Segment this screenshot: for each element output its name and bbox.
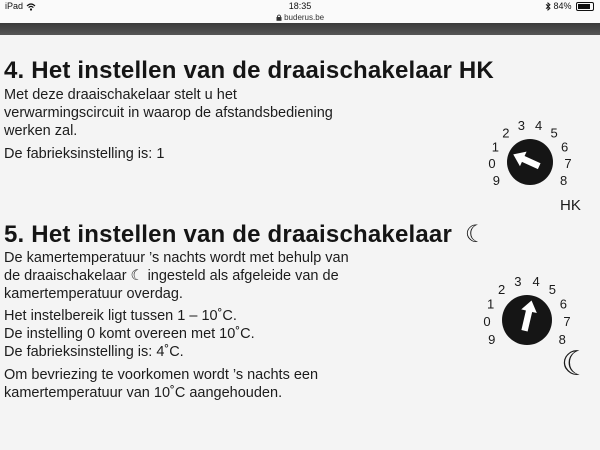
dial-digit: 2 [502,125,510,141]
dial-digit: 0 [483,314,491,330]
dial-digit: 3 [514,274,522,289]
section-5-line: Het instelbereik ligt tussen 1 – 10˚C. [4,308,237,324]
hk-rotary-switch-diagram [475,77,600,222]
manual-page [0,35,600,450]
section-5-line: de draaischakelaar ☾ ingesteld als afgeleide van de [4,268,339,284]
bluetooth-icon [545,2,551,11]
lock-icon [276,14,282,21]
dial-digit: 0 [488,156,496,172]
section-4-line: werken zal. [4,123,78,139]
status-bar [0,0,600,12]
dial-digit: 1 [491,139,500,155]
clock: 18:35 [288,1,312,11]
section-5-line: De fabrieksinstelling is: 4˚C. [4,344,184,360]
dial-digit: 9 [488,331,496,347]
dial-digit: 7 [564,156,572,172]
dial-digit: 2 [497,282,506,298]
status-right [545,0,594,12]
battery-percent: 84% [553,1,572,11]
battery-level [578,4,590,9]
dial-digit: 5 [550,125,558,141]
address-bar[interactable] [0,12,600,23]
section-4-line: Met deze draaischakelaar stelt u het [4,87,237,103]
section-5-line: kamertemperatuur van 10˚C aangehouden. [4,385,283,401]
section-5-line: De kamertemperatuur ’s nachts wordt met behulp van [4,250,349,266]
dial-digit: 8 [558,331,566,347]
dial-digit: 7 [563,314,571,330]
battery-icon [576,2,594,11]
hk-dial [488,118,571,188]
dial-digit: 3 [517,118,526,133]
dial-digit: 1 [486,296,495,312]
section-4-line: De fabrieksinstelling is: 1 [4,146,165,162]
dial-digit: 6 [559,296,568,312]
section-5-line: Om bevriezing te voorkomen wordt ’s nachts een [4,367,319,383]
section-5-heading-text: 5. Het instellen van de draaischakelaar [4,221,453,248]
moon-icon: ☾ [561,345,592,383]
section-5-line: De instelling 0 komt overeen met 10˚C. [4,326,255,342]
night-dial [483,274,570,347]
hk-dial-label: HK [560,197,581,214]
section-5-heading [4,220,487,249]
device-name: iPad [5,1,24,11]
dial-digit: 4 [532,274,540,289]
dial-digit: 8 [559,172,568,188]
dial-digit: 5 [548,282,557,298]
section-4-line: verwarmingscircuit in waarop de afstandsbediening [4,105,333,121]
night-rotary-switch-diagram [475,235,600,385]
browser-toolbar-edge [0,23,600,35]
section-4-heading: 4. Het instellen van de draaischakelaar HK [4,57,494,84]
dial-digit: 4 [534,118,543,133]
moon-icon: ☾ [464,221,487,248]
dial-digit: 6 [560,139,569,155]
url-domain: buderus.be [284,13,325,22]
dial-digit: 9 [492,172,501,188]
section-5-line: kamertemperatuur overdag. [4,286,183,302]
